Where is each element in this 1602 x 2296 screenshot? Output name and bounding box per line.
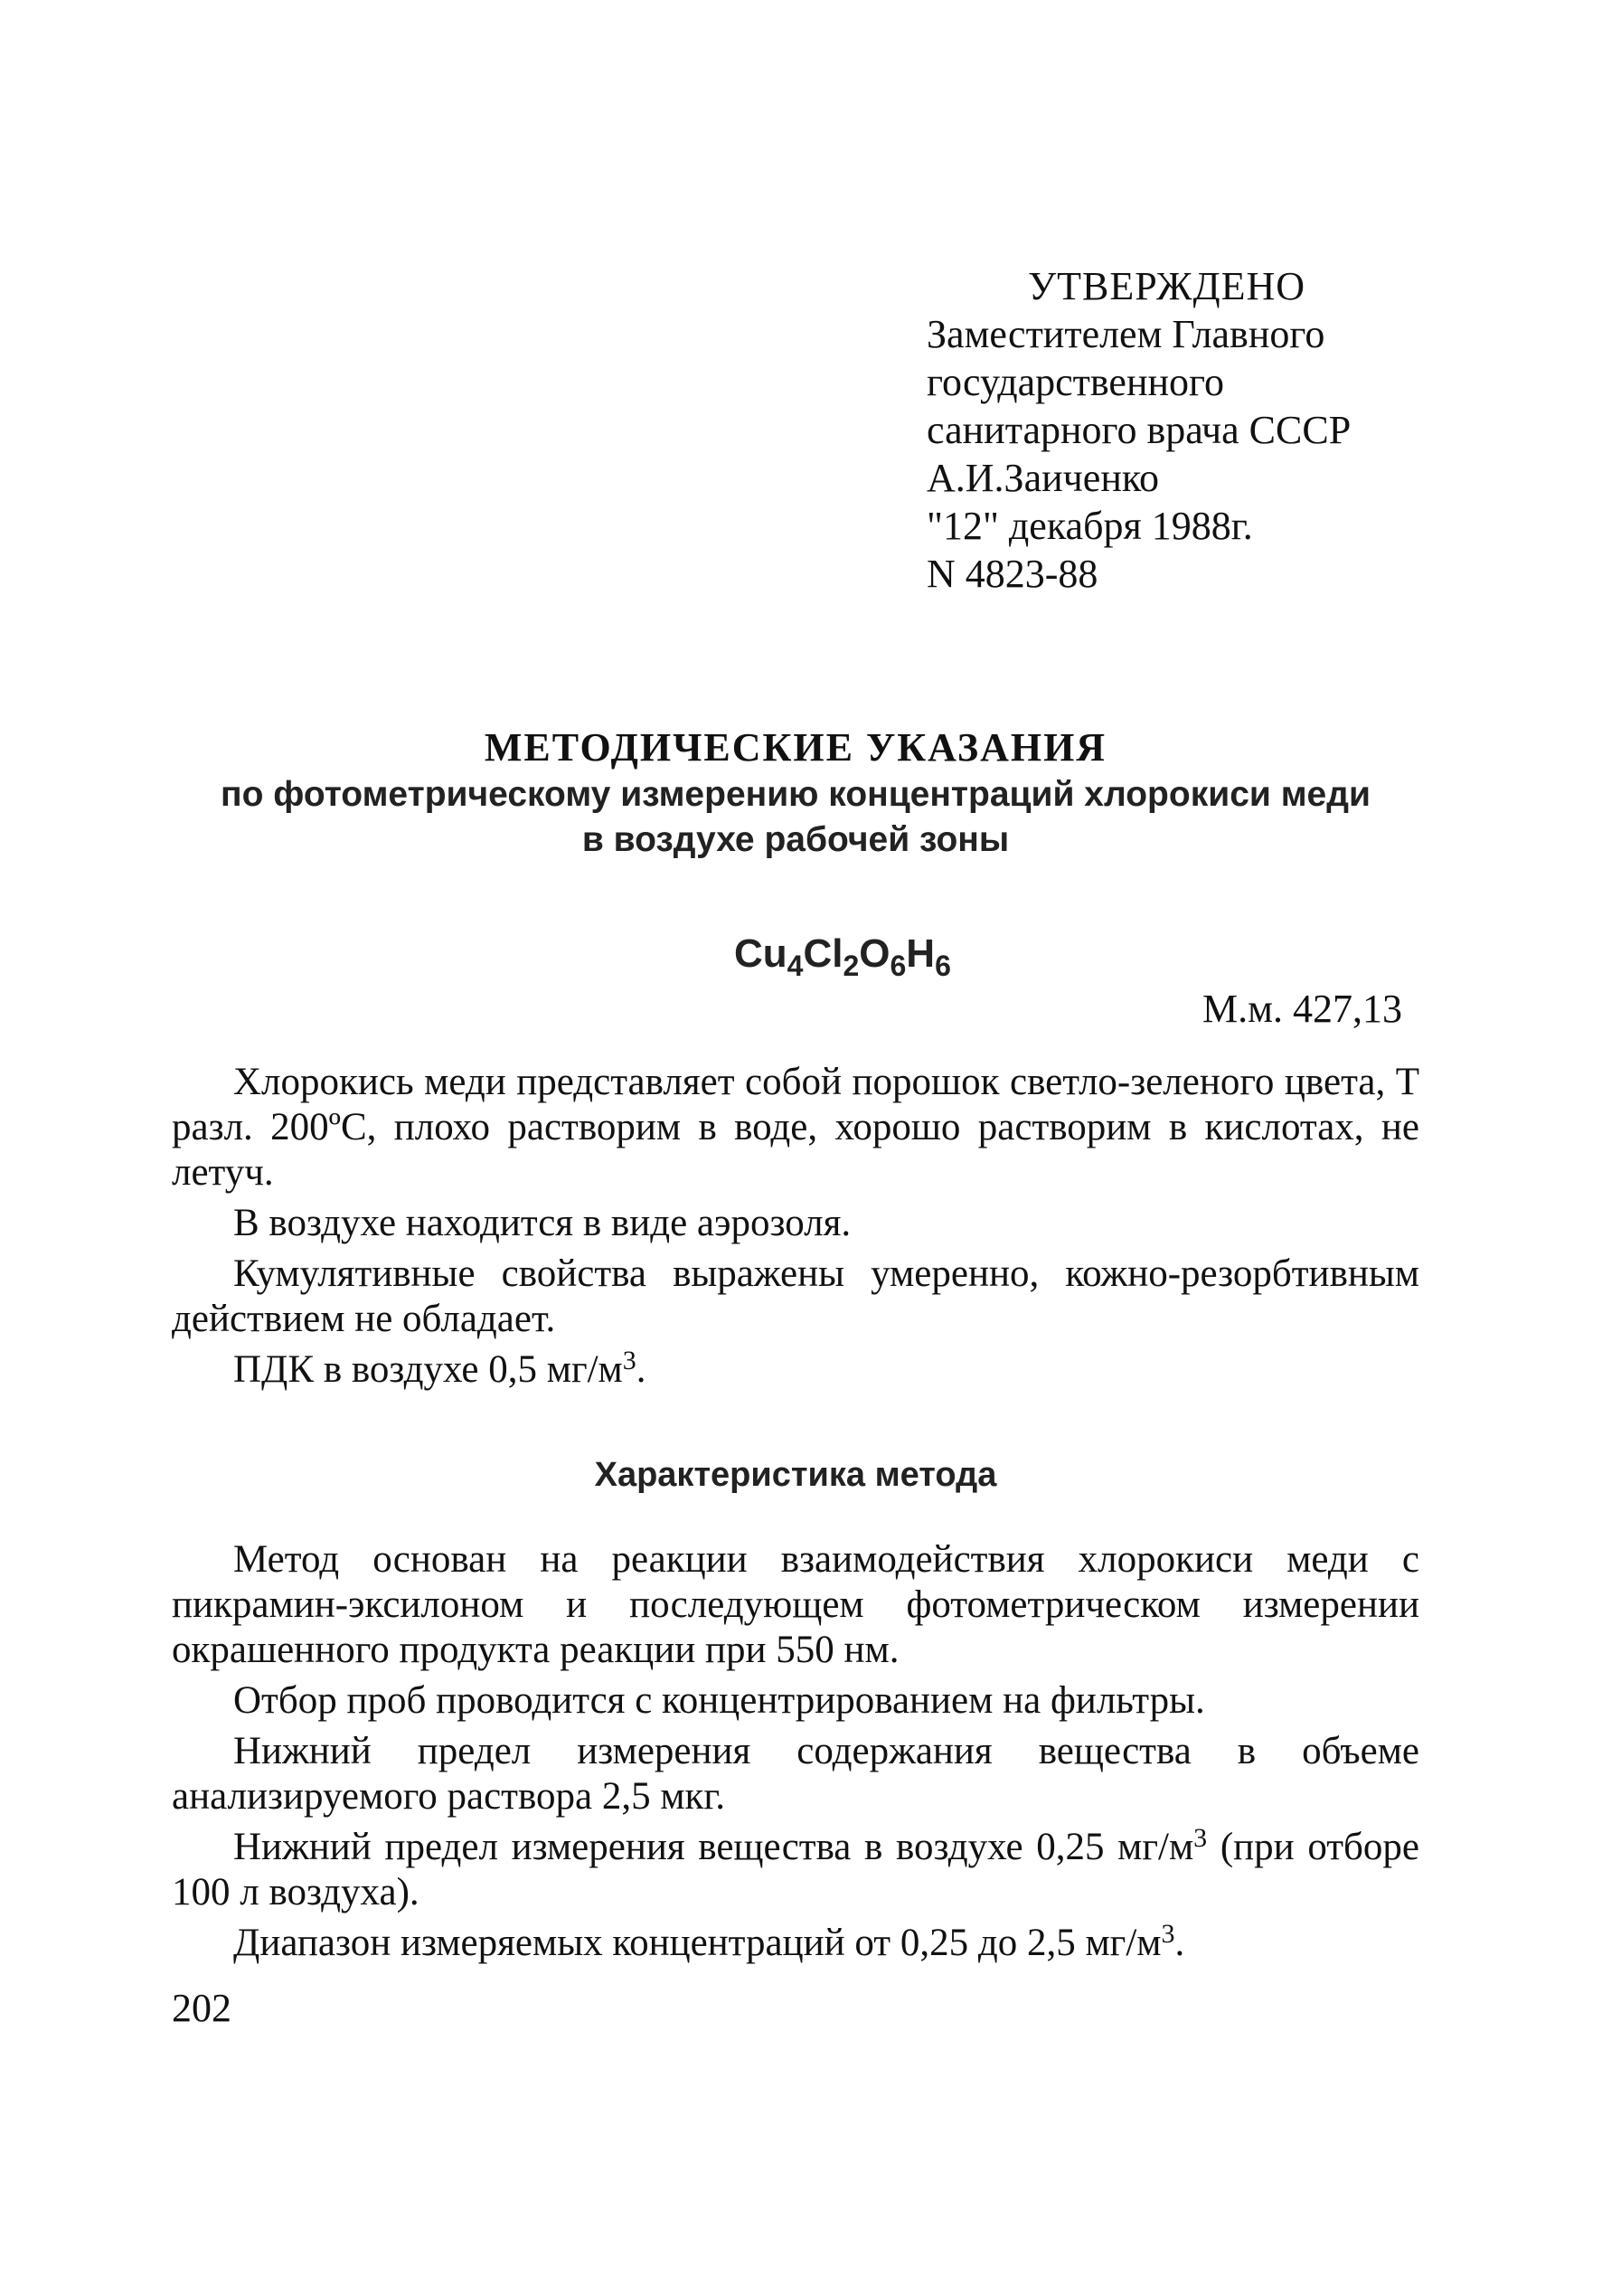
mac-end: . [636,1348,646,1391]
method-paragraph: Отбор проб проводится с концентрированием на фильтры. [233,1679,1205,1722]
formula-element: O [859,931,891,976]
description-paragraph: Хлорокись меди представляет собой порошок светло-зеленого цвета, Т разл. 200ºС, плохо растворим в воде, хорошо растворим в кислотах, не летуч. [172,1061,1419,1194]
chemical-formula [734,931,951,983]
approval-line: санитарного врача СССР [927,408,1352,452]
method-text: Нижний предел измерения вещества в воздухе 0,25 мг/м [233,1826,1194,1868]
formula-subscript: 6 [890,950,907,982]
approval-date: "12" декабря 1988г. [927,504,1253,548]
method-section [172,1537,1419,1971]
formula-subscript: 2 [843,950,860,982]
title-block [163,723,1428,863]
method-paragraph: Метод основан на реакции взаимодействия хлорокиси меди с пикрамин-эксилоном и последующем фотометрическом измерении окрашенного продукта реакции при 550 нм. [172,1538,1419,1671]
method-text: (при отборе 100 л воздуха). [172,1826,1420,1913]
mac-superscript: 3 [622,1346,636,1375]
approval-heading: УТВЕРЖДЕНО [1028,264,1306,308]
method-paragraph [172,1825,1419,1915]
molar-mass: М.м. 427,13 [1202,987,1402,1031]
mac-paragraph [172,1347,1419,1393]
mac-text: ПДК в воздухе 0,5 мг/м [233,1348,623,1391]
formula-element: H [906,931,936,976]
approval-block [927,262,1487,598]
formula-subscript: 4 [787,950,804,982]
method-superscript: 3 [1193,1823,1208,1853]
document-title: МЕТОДИЧЕСКИЕ УКАЗАНИЯ [484,725,1107,770]
method-superscript: 3 [1161,1919,1175,1949]
formula-element: Cu [734,931,787,976]
approval-signatory: А.И.Заиченко [927,456,1160,500]
description-paragraph: В воздухе находится в виде аэрозоля. [233,1202,852,1244]
formula-subscript: 6 [935,950,951,982]
page-number: 202 [172,1986,231,2030]
approval-number: N 4823-88 [927,552,1098,596]
method-paragraph: Нижний предел измерения содержания вещества в объеме анализируемого раствора 2,5 мкг. [172,1730,1419,1818]
method-text: . [1174,1922,1185,1964]
document-subtitle-line: в воздухе рабочей зоны [581,820,1010,859]
method-text: Диапазон измеряемых концентраций от 0,25 до 2,5 мг/м [233,1922,1162,1964]
approval-line: Заместителем Главного [927,312,1325,356]
method-paragraph [172,1921,1419,1966]
approval-line: государственного [927,360,1224,404]
description-paragraph: Кумулятивные свойства выражены умеренно, кожно-резорбтивным действием не обладает. [172,1252,1419,1340]
formula-element: Cl [803,931,843,976]
section-heading: Характеристика метода [594,1456,997,1494]
document-subtitle-line: по фотометрическому измерению концентраций хлорокиси меди [221,775,1371,814]
description-section [172,1060,1419,1398]
